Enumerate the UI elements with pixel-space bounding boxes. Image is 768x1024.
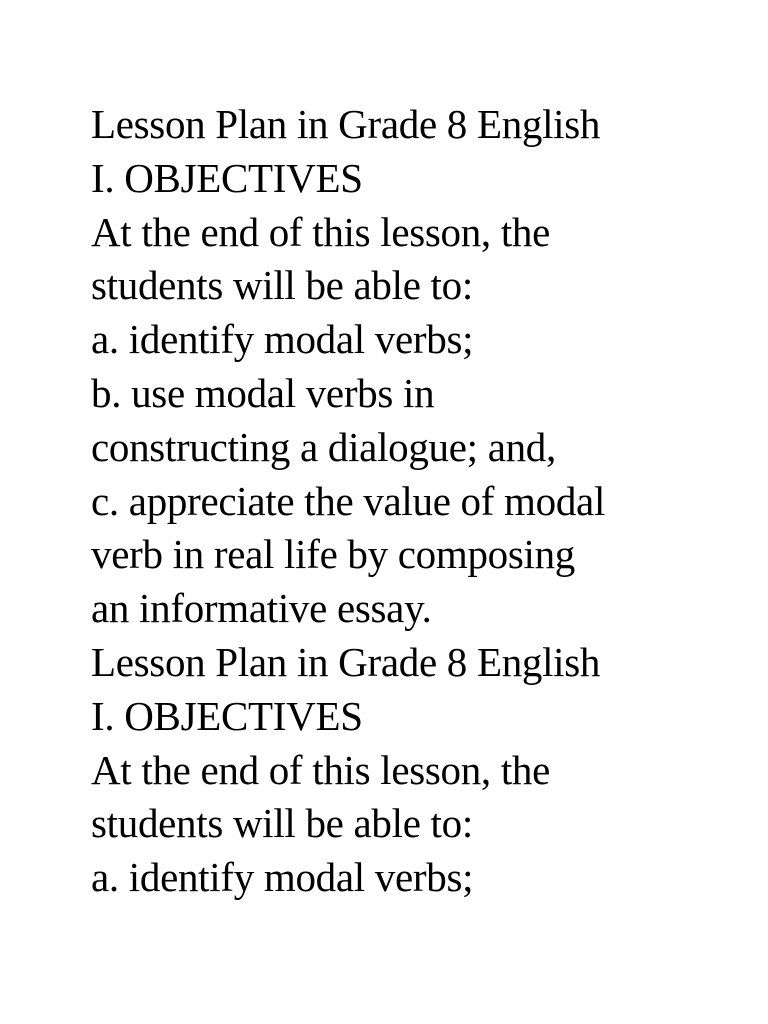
text-line: an informative essay. bbox=[91, 585, 432, 632]
text-line: constructing a dialogue; and, bbox=[91, 423, 556, 470]
objective-c: c. appreciate the value of modal bbox=[91, 477, 606, 524]
objective-a: a. identify modal verbs; bbox=[91, 316, 474, 363]
section-heading-repeat: I. OBJECTIVES bbox=[91, 692, 363, 739]
text-line: students will be able to: bbox=[91, 800, 473, 847]
document-title: Lesson Plan in Grade 8 English bbox=[91, 101, 601, 147]
text-line: students will be able to: bbox=[91, 262, 473, 309]
objective-a-repeat: a. identify modal verbs; bbox=[91, 854, 474, 901]
text-line: At the end of this lesson, the bbox=[91, 746, 551, 793]
text-line: At the end of this lesson, the bbox=[91, 208, 551, 255]
document-body bbox=[91, 98, 731, 905]
section-heading: I. OBJECTIVES bbox=[91, 154, 363, 201]
text-line: verb in real life by composing bbox=[91, 531, 576, 578]
objective-b: b. use modal verbs in bbox=[91, 369, 435, 416]
document-title-repeat: Lesson Plan in Grade 8 English bbox=[91, 638, 601, 685]
